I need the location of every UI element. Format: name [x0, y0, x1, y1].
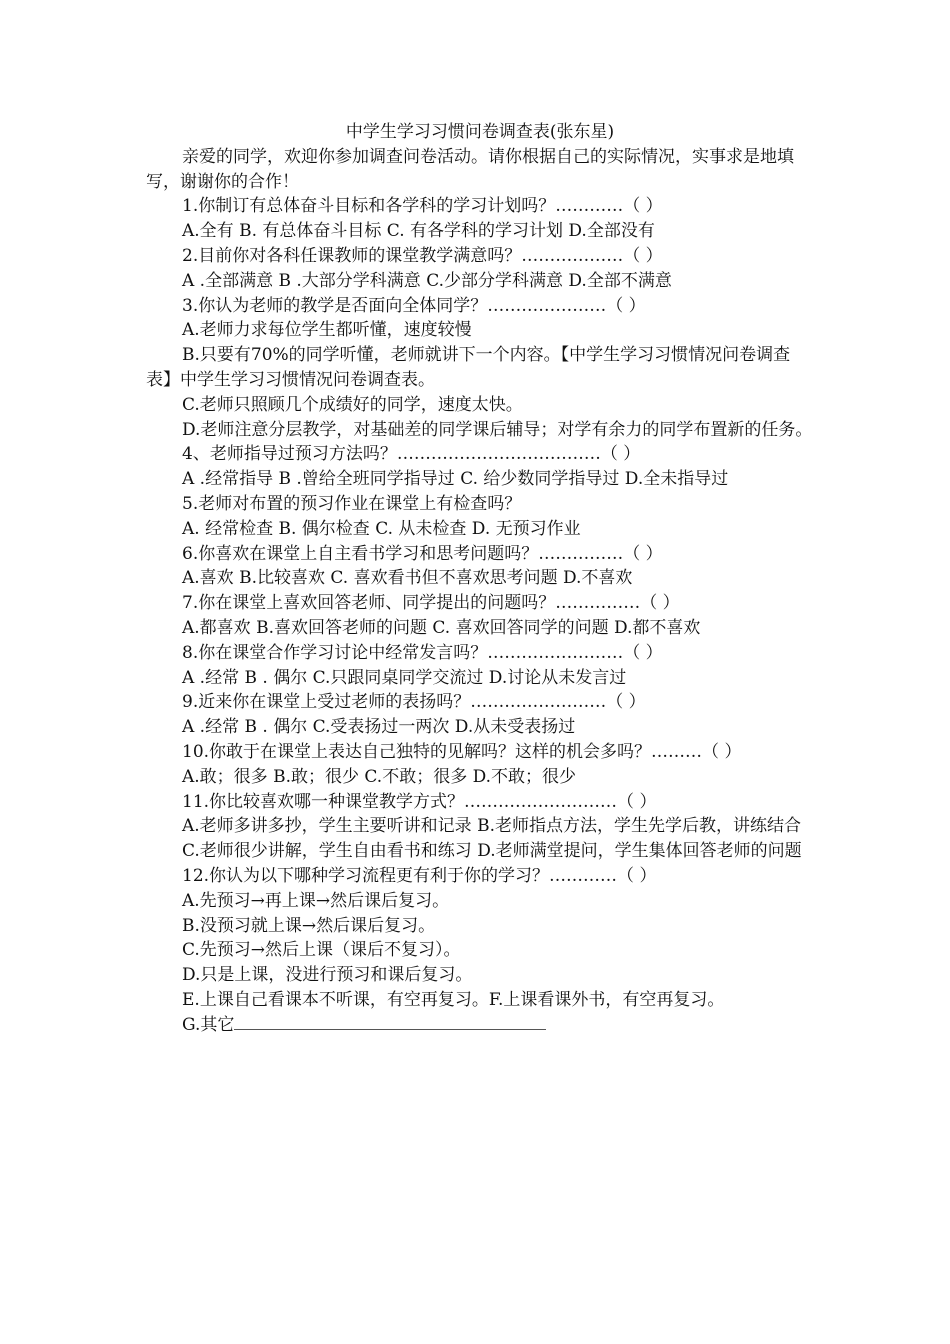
question-text: 3.你认为老师的教学是否面向全体同学？…………………（ ）	[182, 295, 646, 316]
answer-option: B.只要有70%的同学听懂，老师就讲下一个内容。【中学生学习习惯情况问卷调查表】中学生学习习惯情况问卷调查表。	[146, 345, 791, 390]
answer-option: A .全部满意 B .大部分学科满意 C.少部分学科满意 D.全部不满意	[182, 270, 672, 291]
question-text: 6.你喜欢在课堂上自主看书学习和思考问题吗？……………（ ）	[182, 543, 663, 564]
answer-option: D.老师注意分层教学，对基础差的同学课后辅导；对学有余力的同学布置新的任务。	[182, 419, 813, 440]
question-text: 10.你敢于在课堂上表达自己独特的见解吗？这样的机会多吗？………（ ）	[182, 741, 742, 762]
survey-document	[146, 120, 814, 1037]
question-text: 12.你认为以下哪种学习流程更有利于你的学习？…………（ ）	[182, 865, 657, 886]
other-label: G.其它	[182, 1014, 235, 1035]
question-text: 4、老师指导过预习方法吗？………………………………（ ）	[182, 444, 641, 465]
answer-option: E.上课自己看课本不听课，有空再复习。F.上课看课外书，有空再复习。	[182, 989, 725, 1010]
answer-option: C.老师只照顾几个成绩好的同学，速度太快。	[182, 394, 523, 415]
answer-option: A.老师多讲多抄，学生主要听讲和记录 B.老师指点方法，学生先学后教，讲练结合	[182, 816, 801, 837]
question-text: 2.目前你对各科任课教师的课堂教学满意吗？………………（ ）	[182, 245, 663, 266]
answer-option: A .经常指导 B .曾给全班同学指导过 C. 给少数同学指导过 D.全未指导过	[182, 469, 729, 490]
answer-option: A .经常 B . 偶尔 C.受表扬过一两次 D.从未受表扬过	[182, 717, 576, 738]
question-text: 1.你制订有总体奋斗目标和各学科的学习计划吗？…………（ ）	[182, 196, 663, 217]
answer-option: A.全有 B. 有总体奋斗目标 C. 有各学科的学习计划 D.全部没有	[182, 221, 655, 242]
question-text: 5.老师对布置的预习作业在课堂上有检查吗？	[182, 493, 522, 514]
answer-option: A.都喜欢 B.喜欢回答老师的问题 C. 喜欢回答同学的问题 D.都不喜欢	[182, 617, 701, 638]
answer-option: A.敢；很多 B.敢；很少 C.不敢；很多 D.不敢；很少	[182, 766, 577, 787]
other-option	[146, 1013, 814, 1038]
document-title: 中学生学习习惯问卷调查表(张东星)	[345, 122, 615, 142]
question-text: 11.你比较喜欢哪一种课堂教学方式？………………………（ ）	[182, 791, 657, 812]
answer-option: C.老师很少讲解，学生自由看书和练习 D.老师满堂提问，学生集体回答老师的问题	[182, 841, 802, 862]
answer-option: A. 经常检查 B. 偶尔检查 C. 从未检查 D. 无预习作业	[182, 518, 581, 539]
answer-option: B.没预习就上课→然后课后复习。	[182, 915, 436, 936]
answer-option: A.老师力求每位学生都听懂，速度较慢	[182, 320, 472, 341]
answer-option: A .经常 B . 偶尔 C.只跟同桌同学交流过 D.讨论从未发言过	[182, 667, 627, 688]
answer-option: A.先预习→再上课→然后课后复习。	[182, 890, 450, 911]
question-text: 8.你在课堂合作学习讨论中经常发言吗？……………………（ ）	[182, 642, 663, 663]
other-blank-line[interactable]	[234, 1015, 546, 1030]
intro-paragraph: 亲爱的同学，欢迎你参加调查问卷活动。请你根据自己的实际情况，实事求是地填写，谢谢你的合作！	[146, 146, 794, 192]
question-text: 9.近来你在课堂上受过老师的表扬吗？……………………（ ）	[182, 692, 646, 713]
survey-lines	[146, 194, 814, 1012]
question-text: 7.你在课堂上喜欢回答老师、同学提出的问题吗？……………（ ）	[182, 593, 680, 614]
answer-option: C.先预习→然后上课（课后不复习）。	[182, 940, 461, 961]
answer-option: D.只是上课，没进行预习和课后复习。	[182, 965, 473, 986]
answer-option: A.喜欢 B.比较喜欢 C. 喜欢看书但不喜欢思考问题 D.不喜欢	[182, 568, 633, 589]
